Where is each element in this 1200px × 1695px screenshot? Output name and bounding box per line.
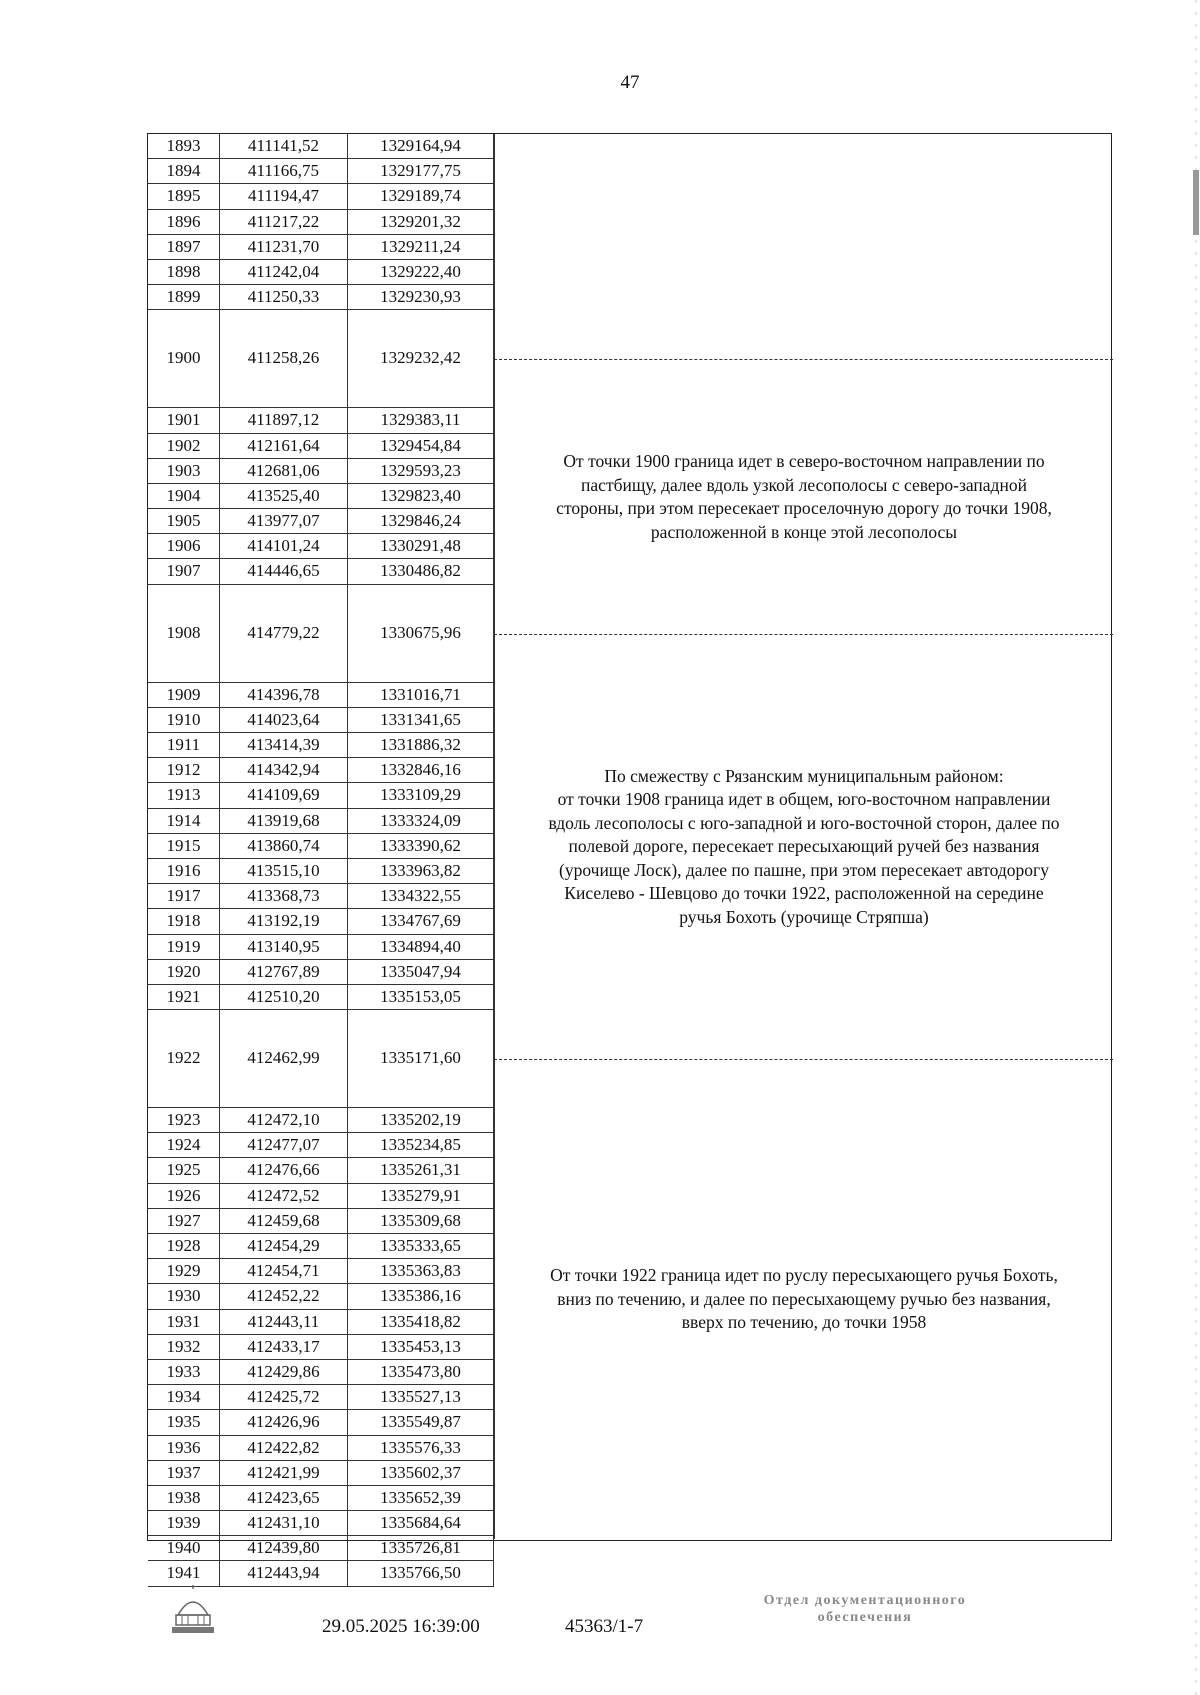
point-number-cell: 1937 xyxy=(148,1461,220,1485)
x-coordinate-cell: 412161,64 xyxy=(220,434,348,458)
y-coordinate-cell: 1329222,40 xyxy=(348,260,494,284)
y-coordinate-cell: 1330486,82 xyxy=(348,559,494,583)
y-coordinate-cell: 1333109,29 xyxy=(348,783,494,807)
x-coordinate-cell: 412472,52 xyxy=(220,1184,348,1208)
point-number-cell: 1909 xyxy=(148,683,220,707)
description-line: расположенной в конце этой лесополосы xyxy=(650,521,958,542)
table-row xyxy=(148,235,494,260)
y-coordinate-cell: 1333963,82 xyxy=(348,859,494,883)
table-row xyxy=(148,509,494,534)
table-row xyxy=(148,434,494,459)
description-cell-3 xyxy=(494,634,1113,1059)
table-row xyxy=(148,935,494,960)
point-number-cell: 1904 xyxy=(148,484,220,508)
x-coordinate-cell: 413368,73 xyxy=(220,884,348,908)
description-line: пастбищу, далее вдоль узкой лесополосы с северо-западной xyxy=(581,474,1027,495)
y-coordinate-cell: 1335309,68 xyxy=(348,1209,494,1233)
description-line: вниз по течению, и далее по пересыхающему ручью без названия, xyxy=(557,1288,1051,1309)
footer-timestamp: 29.05.2025 16:39:00 xyxy=(322,1616,480,1637)
table-row xyxy=(148,1410,494,1435)
point-number-cell: 1929 xyxy=(148,1259,220,1283)
point-number-cell: 1928 xyxy=(148,1234,220,1258)
y-coordinate-cell: 1335527,13 xyxy=(348,1385,494,1409)
x-coordinate-cell: 412462,99 xyxy=(220,1010,348,1107)
y-coordinate-cell: 1329232,42 xyxy=(348,310,494,407)
y-coordinate-cell: 1329177,75 xyxy=(348,159,494,183)
point-number-cell: 1924 xyxy=(148,1133,220,1157)
table-row xyxy=(148,909,494,934)
point-number-cell: 1925 xyxy=(148,1158,220,1182)
point-number-cell: 1931 xyxy=(148,1310,220,1334)
table-row xyxy=(148,1284,494,1309)
y-coordinate-cell: 1335726,81 xyxy=(348,1536,494,1560)
x-coordinate-cell: 411217,22 xyxy=(220,210,348,234)
table-row xyxy=(148,1461,494,1486)
coordinates-columns xyxy=(148,134,494,1587)
point-number-cell: 1913 xyxy=(148,783,220,807)
point-number-cell: 1895 xyxy=(148,184,220,208)
y-coordinate-cell: 1335453,13 xyxy=(348,1335,494,1359)
y-coordinate-cell: 1335261,31 xyxy=(348,1158,494,1182)
x-coordinate-cell: 412472,10 xyxy=(220,1108,348,1132)
point-number-cell: 1906 xyxy=(148,534,220,558)
x-coordinate-cell: 412439,80 xyxy=(220,1536,348,1560)
table-row xyxy=(148,1335,494,1360)
table-row xyxy=(148,733,494,758)
y-coordinate-cell: 1335047,94 xyxy=(348,960,494,984)
point-number-cell: 1905 xyxy=(148,509,220,533)
footer-department-line2: обеспечения xyxy=(817,1610,913,1625)
table-row xyxy=(148,559,494,584)
y-coordinate-cell: 1329454,84 xyxy=(348,434,494,458)
point-number-cell: 1899 xyxy=(148,285,220,309)
y-coordinate-cell: 1329593,23 xyxy=(348,459,494,483)
y-coordinate-cell: 1335576,33 xyxy=(348,1436,494,1460)
description-line: вдоль лесополосы с юго-западной и юго-восточной сторон, далее по xyxy=(548,812,1060,833)
y-coordinate-cell: 1335473,80 xyxy=(348,1360,494,1384)
y-coordinate-cell: 1335418,82 xyxy=(348,1310,494,1334)
scan-edge-strip xyxy=(1192,0,1200,1695)
table-row xyxy=(148,459,494,484)
table-row xyxy=(148,1108,494,1133)
y-coordinate-cell: 1331016,71 xyxy=(348,683,494,707)
x-coordinate-cell: 411242,04 xyxy=(220,260,348,284)
x-coordinate-cell: 412454,71 xyxy=(220,1259,348,1283)
point-number-cell: 1927 xyxy=(148,1209,220,1233)
x-coordinate-cell: 414446,65 xyxy=(220,559,348,583)
x-coordinate-cell: 412423,65 xyxy=(220,1486,348,1510)
point-number-cell: 1908 xyxy=(148,585,220,682)
table-row xyxy=(148,1158,494,1183)
description-line: вверх по течению, до точки 1958 xyxy=(681,1312,927,1333)
x-coordinate-cell: 412421,99 xyxy=(220,1461,348,1485)
x-coordinate-cell: 412443,94 xyxy=(220,1561,348,1585)
point-number-cell: 1902 xyxy=(148,434,220,458)
table-row xyxy=(148,1511,494,1536)
point-number-cell: 1894 xyxy=(148,159,220,183)
y-coordinate-cell: 1335333,65 xyxy=(348,1234,494,1258)
point-number-cell: 1917 xyxy=(148,884,220,908)
point-number-cell: 1940 xyxy=(148,1536,220,1560)
point-number-cell: 1896 xyxy=(148,210,220,234)
page-number: 47 xyxy=(620,72,640,93)
footer-document-number: 45363/1-7 xyxy=(565,1616,644,1637)
x-coordinate-cell: 414101,24 xyxy=(220,534,348,558)
x-coordinate-cell: 414023,64 xyxy=(220,708,348,732)
point-number-cell: 1919 xyxy=(148,935,220,959)
table-row xyxy=(148,960,494,985)
point-number-cell: 1926 xyxy=(148,1184,220,1208)
y-coordinate-cell: 1335171,60 xyxy=(348,1010,494,1107)
table-row xyxy=(148,408,494,433)
x-coordinate-cell: 414342,94 xyxy=(220,758,348,782)
table-row xyxy=(148,585,494,683)
y-coordinate-cell: 1333324,09 xyxy=(348,809,494,833)
table-row xyxy=(148,1133,494,1158)
description-cell-1 xyxy=(494,134,1113,359)
point-number-cell: 1898 xyxy=(148,260,220,284)
y-coordinate-cell: 1335652,39 xyxy=(348,1486,494,1510)
point-number-cell: 1918 xyxy=(148,909,220,933)
point-number-cell: 1903 xyxy=(148,459,220,483)
x-coordinate-cell: 412681,06 xyxy=(220,459,348,483)
description-line: От точки 1922 граница идет по руслу пересыхающего ручья Бохоть, xyxy=(550,1265,1058,1286)
point-number-cell: 1932 xyxy=(148,1335,220,1359)
point-number-cell: 1901 xyxy=(148,408,220,432)
table-row xyxy=(148,210,494,235)
x-coordinate-cell: 413977,07 xyxy=(220,509,348,533)
table-row xyxy=(148,884,494,909)
table-row xyxy=(148,1536,494,1561)
description-cell-4 xyxy=(494,1059,1113,1539)
table-row xyxy=(148,1310,494,1335)
x-coordinate-cell: 412459,68 xyxy=(220,1209,348,1233)
x-coordinate-cell: 413860,74 xyxy=(220,834,348,858)
point-number-cell: 1921 xyxy=(148,985,220,1009)
table-row xyxy=(148,484,494,509)
table-row xyxy=(148,1360,494,1385)
table-row xyxy=(148,985,494,1010)
point-number-cell: 1914 xyxy=(148,809,220,833)
point-number-cell: 1923 xyxy=(148,1108,220,1132)
point-number-cell: 1920 xyxy=(148,960,220,984)
point-number-cell: 1910 xyxy=(148,708,220,732)
table-row xyxy=(148,285,494,310)
y-coordinate-cell: 1335549,87 xyxy=(348,1410,494,1434)
y-coordinate-cell: 1330675,96 xyxy=(348,585,494,682)
table-row xyxy=(148,809,494,834)
description-line: Киселево - Шевцово до точки 1922, расположенной на середине xyxy=(564,883,1044,904)
table-row xyxy=(148,1486,494,1511)
table-row xyxy=(148,708,494,733)
table-row xyxy=(148,758,494,783)
table-row xyxy=(148,1209,494,1234)
point-number-cell: 1915 xyxy=(148,834,220,858)
x-coordinate-cell: 412452,22 xyxy=(220,1284,348,1308)
table-row xyxy=(148,1184,494,1209)
description-cell-2 xyxy=(494,359,1113,634)
x-coordinate-cell: 413525,40 xyxy=(220,484,348,508)
x-coordinate-cell: 414396,78 xyxy=(220,683,348,707)
table-row xyxy=(148,834,494,859)
y-coordinate-cell: 1334322,55 xyxy=(348,884,494,908)
x-coordinate-cell: 412476,66 xyxy=(220,1158,348,1182)
y-coordinate-cell: 1335279,91 xyxy=(348,1184,494,1208)
point-number-cell: 1922 xyxy=(148,1010,220,1107)
table-row xyxy=(148,1385,494,1410)
point-number-cell: 1939 xyxy=(148,1511,220,1535)
y-coordinate-cell: 1335766,50 xyxy=(348,1561,494,1585)
y-coordinate-cell: 1335386,16 xyxy=(348,1284,494,1308)
y-coordinate-cell: 1329230,93 xyxy=(348,285,494,309)
point-number-cell: 1935 xyxy=(148,1410,220,1434)
description-line: От точки 1900 граница идет в северо-восточном направлении по xyxy=(563,451,1045,471)
x-coordinate-cell: 412510,20 xyxy=(220,985,348,1009)
x-coordinate-cell: 411141,52 xyxy=(220,134,348,158)
point-number-cell: 1900 xyxy=(148,310,220,407)
table-row xyxy=(148,1010,494,1108)
y-coordinate-cell: 1329189,74 xyxy=(348,184,494,208)
y-coordinate-cell: 1329164,94 xyxy=(348,134,494,158)
point-number-cell: 1933 xyxy=(148,1360,220,1384)
y-coordinate-cell: 1335234,85 xyxy=(348,1133,494,1157)
description-line: полевой дороге, пересекает пересыхающий ручей без названия xyxy=(568,836,1040,857)
y-coordinate-cell: 1333390,62 xyxy=(348,834,494,858)
footer-department-line1: Отдел документационного xyxy=(763,1593,967,1608)
y-coordinate-cell: 1334767,69 xyxy=(348,909,494,933)
point-number-cell: 1934 xyxy=(148,1385,220,1409)
y-coordinate-cell: 1329201,32 xyxy=(348,210,494,234)
point-number-cell: 1897 xyxy=(148,235,220,259)
table-row xyxy=(148,1259,494,1284)
y-coordinate-cell: 1335602,37 xyxy=(348,1461,494,1485)
duma-logo-icon xyxy=(170,1585,216,1635)
table-row xyxy=(148,260,494,285)
x-coordinate-cell: 411258,26 xyxy=(220,310,348,407)
footer-department-stamp xyxy=(715,1592,1015,1626)
x-coordinate-cell: 412426,96 xyxy=(220,1410,348,1434)
x-coordinate-cell: 412425,72 xyxy=(220,1385,348,1409)
point-number-cell: 1941 xyxy=(148,1561,220,1585)
x-coordinate-cell: 412422,82 xyxy=(220,1436,348,1460)
y-coordinate-cell: 1329383,11 xyxy=(348,408,494,432)
x-coordinate-cell: 413414,39 xyxy=(220,733,348,757)
x-coordinate-cell: 413140,95 xyxy=(220,935,348,959)
x-coordinate-cell: 411231,70 xyxy=(220,235,348,259)
x-coordinate-cell: 412477,07 xyxy=(220,1133,348,1157)
x-coordinate-cell: 411166,75 xyxy=(220,159,348,183)
y-coordinate-cell: 1329823,40 xyxy=(348,484,494,508)
description-line: стороны, при этом пересекает проселочную дорогу до точки 1908, xyxy=(556,498,1052,518)
table-row xyxy=(148,859,494,884)
y-coordinate-cell: 1335684,64 xyxy=(348,1511,494,1535)
description-line: от точки 1908 граница идет в общем, юго-восточном направлении xyxy=(557,789,1051,810)
description-line: (урочище Лоск), далее по пашне, при этом пересекает автодорогу xyxy=(559,859,1049,880)
table-row xyxy=(148,1234,494,1259)
y-coordinate-cell: 1332846,16 xyxy=(348,758,494,782)
y-coordinate-cell: 1335153,05 xyxy=(348,985,494,1009)
boundary-coordinates-table xyxy=(147,133,1112,1583)
table-row xyxy=(148,783,494,808)
point-number-cell: 1907 xyxy=(148,559,220,583)
description-line: По смежеству с Рязанским муниципальным районом: xyxy=(604,765,1004,786)
x-coordinate-cell: 411194,47 xyxy=(220,184,348,208)
x-coordinate-cell: 412454,29 xyxy=(220,1234,348,1258)
y-coordinate-cell: 1335363,83 xyxy=(348,1259,494,1283)
table-row xyxy=(148,534,494,559)
point-number-cell: 1912 xyxy=(148,758,220,782)
x-coordinate-cell: 412433,17 xyxy=(220,1335,348,1359)
x-coordinate-cell: 414779,22 xyxy=(220,585,348,682)
point-number-cell: 1938 xyxy=(148,1486,220,1510)
point-number-cell: 1893 xyxy=(148,134,220,158)
x-coordinate-cell: 413515,10 xyxy=(220,859,348,883)
table-row xyxy=(148,683,494,708)
x-coordinate-cell: 412443,11 xyxy=(220,1310,348,1334)
x-coordinate-cell: 412431,10 xyxy=(220,1511,348,1535)
x-coordinate-cell: 411897,12 xyxy=(220,408,348,432)
table-row xyxy=(148,184,494,209)
point-number-cell: 1911 xyxy=(148,733,220,757)
y-coordinate-cell: 1329211,24 xyxy=(348,235,494,259)
table-row xyxy=(148,310,494,408)
x-coordinate-cell: 412767,89 xyxy=(220,960,348,984)
y-coordinate-cell: 1329846,24 xyxy=(348,509,494,533)
point-number-cell: 1936 xyxy=(148,1436,220,1460)
y-coordinate-cell: 1331341,65 xyxy=(348,708,494,732)
x-coordinate-cell: 414109,69 xyxy=(220,783,348,807)
table-row xyxy=(148,134,494,159)
table-row xyxy=(148,1561,494,1586)
x-coordinate-cell: 413919,68 xyxy=(220,809,348,833)
description-line: ручья Бохоть (урочище Стряпша) xyxy=(679,906,929,927)
x-coordinate-cell: 412429,86 xyxy=(220,1360,348,1384)
point-number-cell: 1916 xyxy=(148,859,220,883)
table-row xyxy=(148,1436,494,1461)
y-coordinate-cell: 1335202,19 xyxy=(348,1108,494,1132)
y-coordinate-cell: 1330291,48 xyxy=(348,534,494,558)
x-coordinate-cell: 413192,19 xyxy=(220,909,348,933)
x-coordinate-cell: 411250,33 xyxy=(220,285,348,309)
y-coordinate-cell: 1331886,32 xyxy=(348,733,494,757)
y-coordinate-cell: 1334894,40 xyxy=(348,935,494,959)
table-row xyxy=(148,159,494,184)
point-number-cell: 1930 xyxy=(148,1284,220,1308)
